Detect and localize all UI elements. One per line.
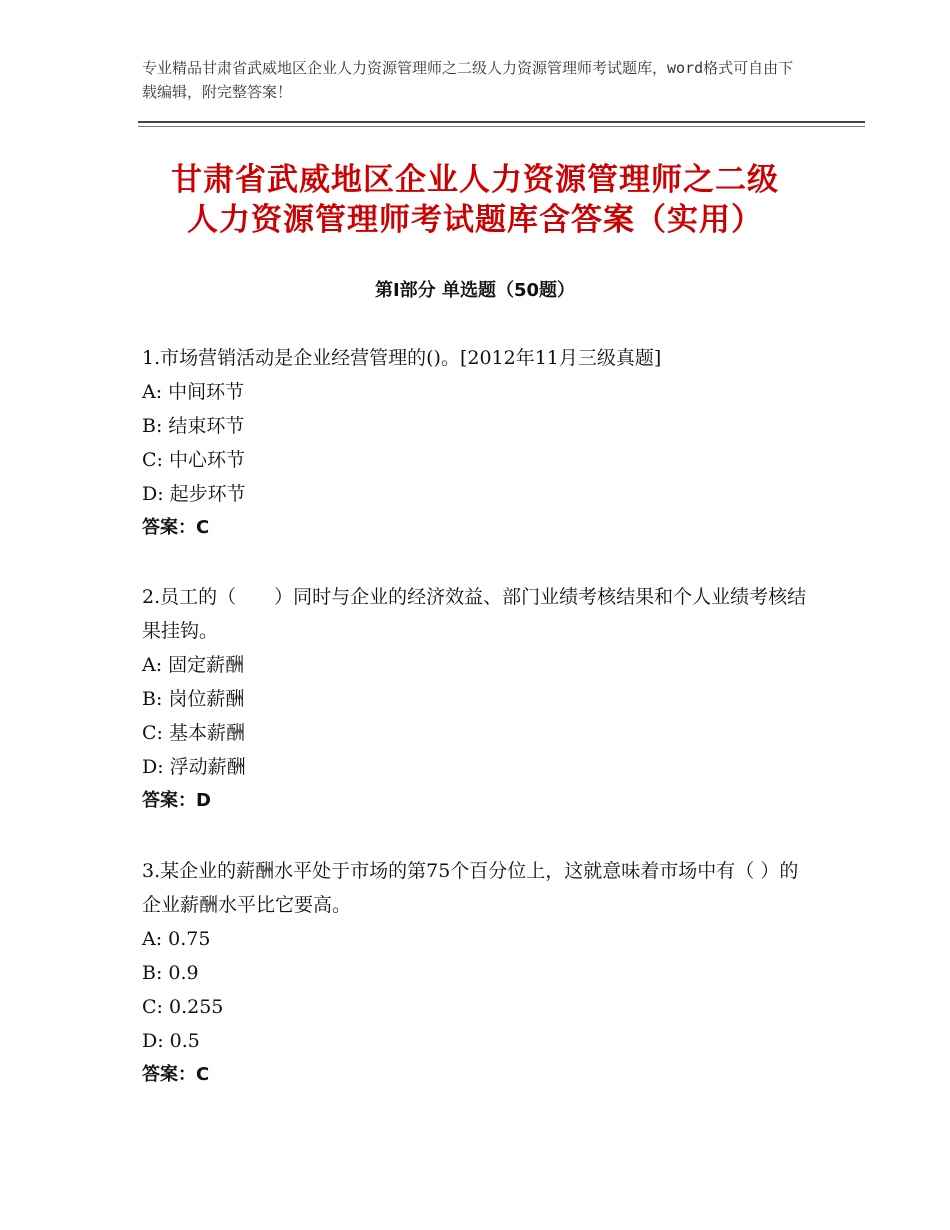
option-c: C: 基本薪酬	[142, 722, 245, 744]
option-c: C: 0.255	[142, 996, 224, 1018]
header-rule-thin	[138, 126, 865, 127]
document-title	[100, 160, 850, 240]
question-2	[142, 580, 807, 818]
option-a: A: 固定薪酬	[142, 654, 245, 676]
header-note: 专业精品甘肃省武威地区企业人力资源管理师之二级人力资源管理师考试题库，word格式可自由下载编辑，附完整答案！	[142, 59, 794, 101]
answer: 答案：C	[142, 517, 210, 538]
answer: 答案：D	[142, 790, 211, 811]
option-b: B: 岗位薪酬	[142, 688, 245, 710]
question-3	[142, 854, 807, 1092]
option-d: D: 起步环节	[142, 483, 246, 505]
question-stem: 3.某企业的薪酬水平处于市场的第75个百分位上，这就意味着市场中有（ ）的企业薪酬水平比它要高。	[142, 860, 799, 916]
option-a: A: 中间环节	[142, 381, 245, 403]
option-a: A: 0.75	[142, 928, 211, 950]
option-b: B: 结束环节	[142, 415, 245, 437]
header-rule-thick	[138, 121, 865, 123]
answer: 答案：C	[142, 1064, 210, 1085]
section-heading: 第Ⅰ部分 单选题（50题）	[374, 280, 575, 301]
question-1	[142, 341, 807, 545]
option-d: D: 0.5	[142, 1030, 200, 1052]
option-d: D: 浮动薪酬	[142, 756, 246, 778]
option-b: B: 0.9	[142, 962, 199, 984]
option-c: C: 中心环节	[142, 449, 245, 471]
title-line-2: 人力资源管理师考试题库含答案（实用）	[187, 202, 763, 238]
question-stem: 2.员工的（ ）同时与企业的经济效益、部门业绩考核结果和个人业绩考核结果挂钩。	[142, 586, 807, 642]
title-line-1: 甘肃省武威地区企业人力资源管理师之二级	[171, 162, 779, 198]
question-stem: 1.市场营销活动是企业经营管理的()。[2012年11月三级真题]	[142, 347, 662, 369]
